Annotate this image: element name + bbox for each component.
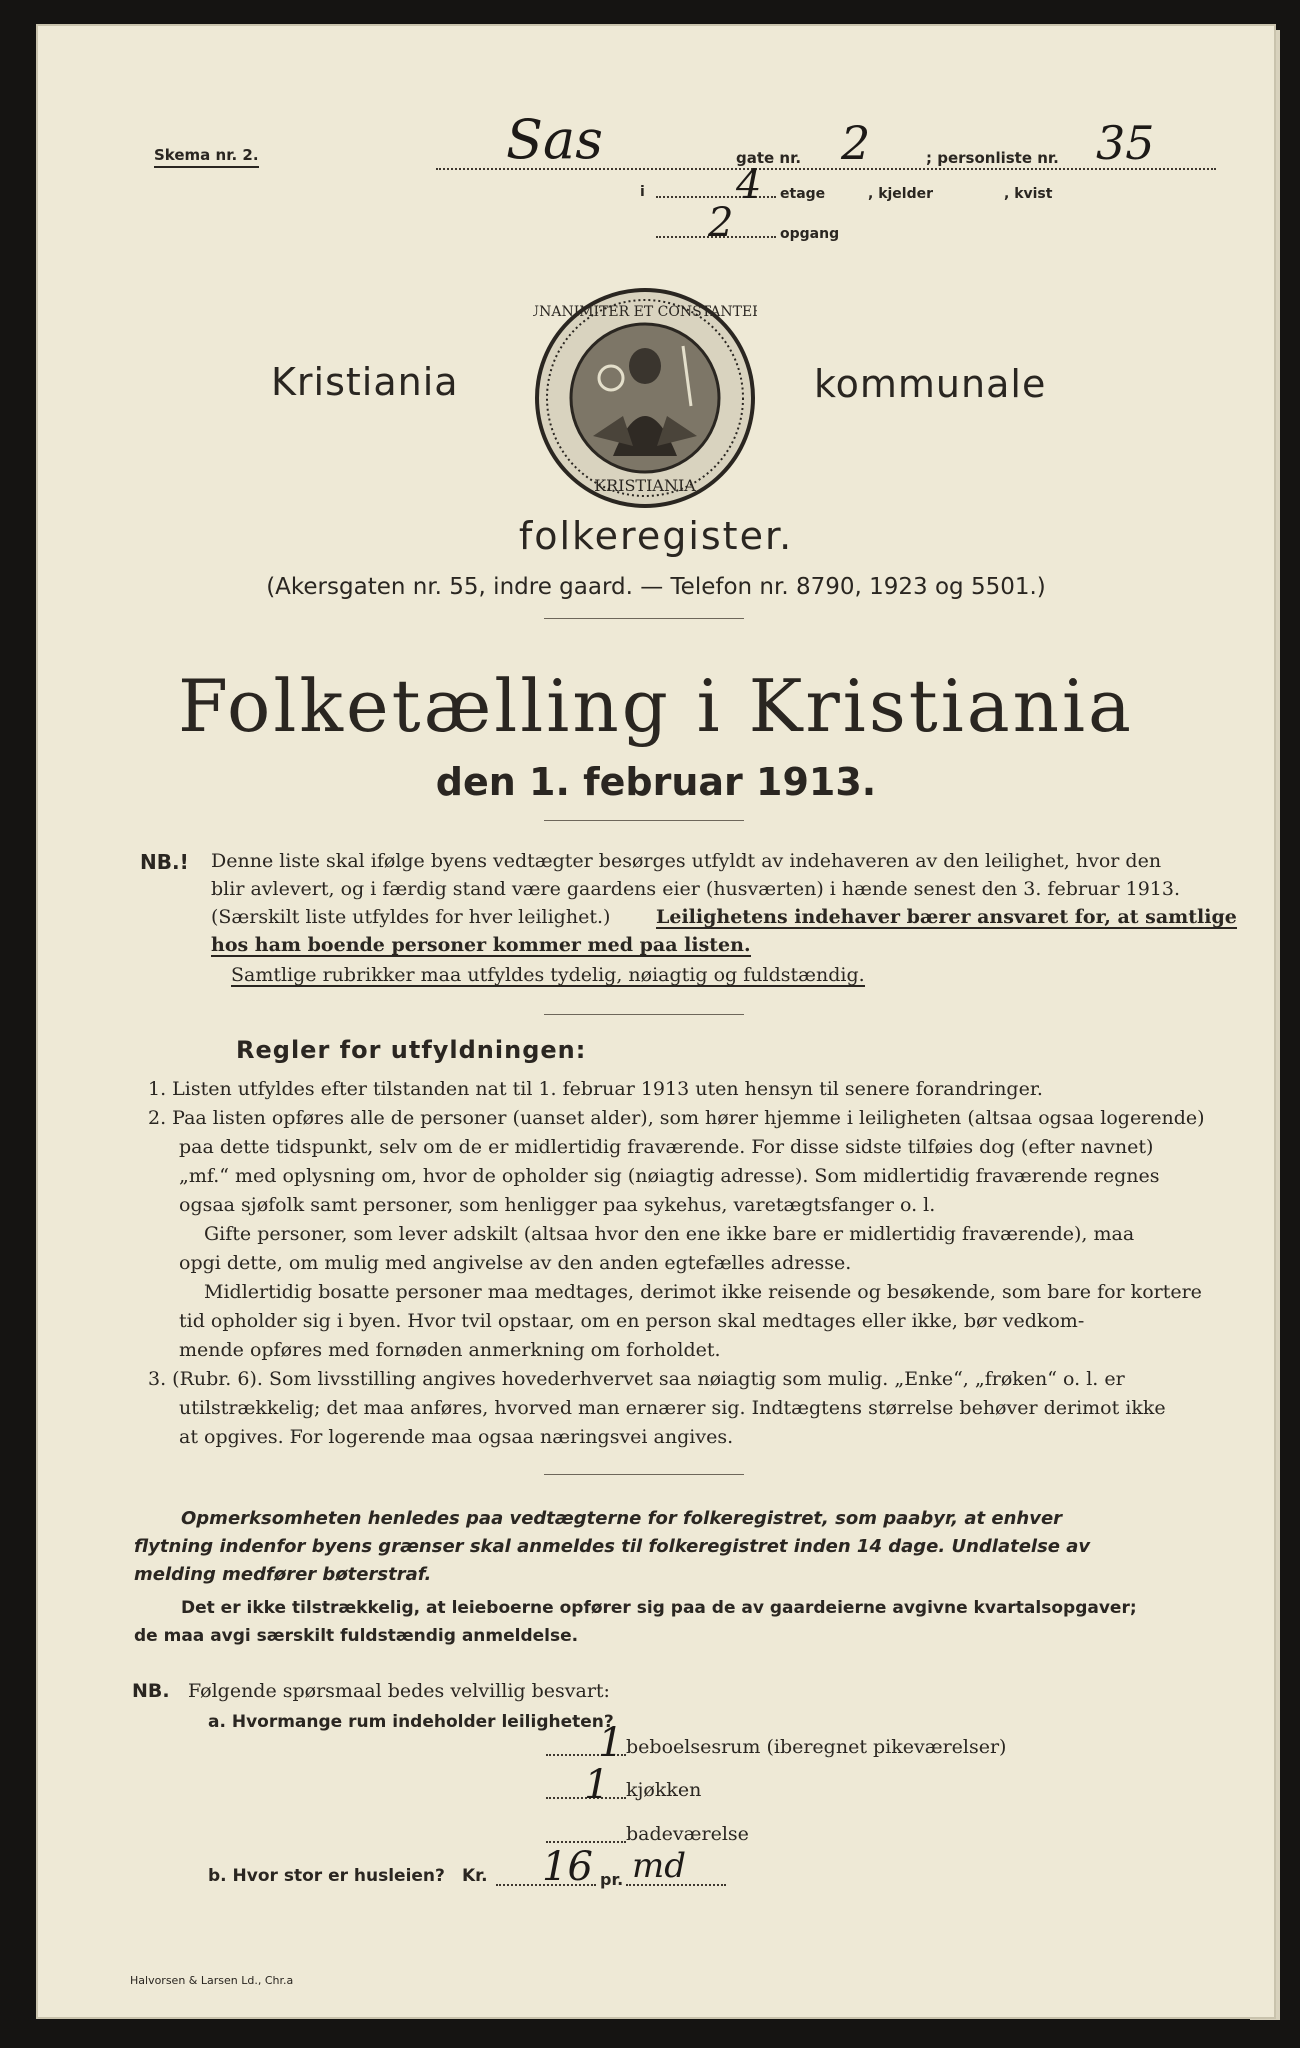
nb-responsibility-line-2: hos ham boende personer kommer med paa listen. [211, 934, 751, 956]
notice-line: Opmerksomheten henledes paa vedtægterne for folkeregistret, som paabyr, at enhver [181, 1508, 1063, 1529]
notice-line: de maa avgi særskilt fuldstændig anmeldelse. [134, 1626, 579, 1646]
kommunale-label: kommunale [814, 362, 1047, 406]
street-name-handwritten[interactable]: Sas [506, 108, 603, 171]
rent-value-handwritten[interactable]: 16 [542, 1844, 593, 1890]
rule-line: mende opføres med fornøden anmerkning om forholdet. [179, 1339, 721, 1361]
pr-label: pr. [600, 1870, 624, 1889]
question-b: b. Hvor stor er husleien? [208, 1866, 445, 1886]
rule-line: „mf.“ med oplysning om, hvor de opholder sig (nøiagtig adresse). Som midlertidig fraværende regnes [179, 1165, 1160, 1187]
etage-number-handwritten[interactable]: 4 [736, 162, 762, 208]
kjelder-label: , kjelder [868, 186, 934, 202]
notice-line: Det er ikke tilstrækkelig, at leieboerne opfører sig paa de av gaardeierne avgivne kvartalsopgaver; [181, 1598, 1137, 1618]
rule-line: at opgives. For logerende maa ogsaa næringsvei angives. [179, 1426, 734, 1448]
rule-line: utilstrækkelig; det maa anføres, hvorved man ernærer sig. Indtægtens størrelse behøver derimot ikke [179, 1397, 1166, 1419]
svg-text:KRISTIANIA: KRISTIANIA [594, 476, 696, 495]
notice-line: melding medfører bøterstraf. [134, 1564, 432, 1585]
rule-line: 3. (Rubr. 6). Som livsstilling angives hovederhvervet saa nøiagtig som mulig. „Enke“, „frøken“ o. l. er [148, 1368, 1125, 1390]
rule-line: Gifte personer, som lever adskilt (altsaa hvor den ene ikke bare er midlertidig fraværende), maa [204, 1223, 1135, 1245]
etage-label: etage [780, 186, 826, 202]
bathroom-label: badeværelse [626, 1823, 749, 1845]
kitchen-value-handwritten[interactable]: 1 [584, 1762, 610, 1808]
rules-heading: Regler for utfyldningen: [236, 1036, 587, 1064]
rule-line: 1. Listen utfyldes efter tilstanden nat til 1. februar 1913 uten hensyn til senere forandringer. [148, 1078, 1043, 1100]
personliste-label: ; personliste nr. [926, 149, 1059, 167]
city-seal-icon [533, 286, 757, 510]
nb-line-2: blir avlevert, og i færdig stand være gaardens eier (husværten) i hænde senest den 3. februar 1913. [211, 878, 1181, 900]
questions-nb-label: NB. [132, 1680, 170, 1702]
divider [544, 1474, 744, 1475]
divider [544, 618, 744, 619]
questions-intro: Følgende spørsmaal bedes velvillig besvart: [188, 1680, 610, 1702]
kr-label: Kr. [462, 1866, 488, 1886]
schema-label: Skema nr. 2. [154, 146, 259, 168]
svg-text:UNANIMITER ET CONSTANTER: UNANIMITER ET CONSTANTER [533, 304, 757, 320]
kitchen-label: kjøkken [626, 1779, 702, 1801]
notice-line: flytning indenfor byens grænser skal anmeldes til folkeregistret inden 14 dage. Undlatelse av [134, 1536, 1091, 1557]
nb-line-3: (Særskilt liste utfyldes for hver leilighet.) [211, 906, 611, 928]
gate-number-handwritten[interactable]: 2 [841, 116, 871, 170]
nb-responsibility-line-1: Leilighetens indehaver bærer ansvaret for, at samtlige [656, 906, 1237, 928]
personliste-number-handwritten[interactable]: 35 [1096, 116, 1155, 170]
rule-line: paa dette tidspunkt, selv om de er midlertidig fraværende. For disse sidste tilføies dog (efter navnet) [179, 1136, 1154, 1158]
kristiania-label: Kristiania [271, 360, 459, 404]
opgang-label: opgang [780, 226, 840, 242]
opgang-number-handwritten[interactable]: 2 [708, 200, 734, 246]
rule-line: ogsaa sjøfolk samt personer, som henligger paa sykehus, varetægtsfanger o. l. [179, 1194, 936, 1216]
rule-line: 2. Paa listen opføres alle de personer (uanset alder), som hører hjemme i leiligheten (altsaa ogsaa logerende) [148, 1107, 1205, 1129]
rule-line: Midlertidig bosatte personer maa medtages, derimot ikke reisende og besøkende, som bare for kortere [204, 1281, 1202, 1303]
nb-line-1: Denne liste skal ifølge byens vedtægter besørges utfyldt av indehaveren av den leilighet, hvor den [211, 850, 1162, 872]
gate-label: gate nr. [736, 149, 802, 167]
period-value-handwritten[interactable]: md [632, 1846, 687, 1886]
rule-line: opgi dette, om mulig med angivelse av den anden egtefælles adresse. [179, 1252, 852, 1274]
rule-line: tid opholder sig i byen. Hvor tvil opstaar, om en person skal medtages eller ikke, bør vedkom- [179, 1310, 1085, 1332]
nb-fill-instruction: Samtlige rubrikker maa utfyldes tydelig, nøiagtig og fuldstændig. [231, 964, 865, 986]
kvist-label: , kvist [1004, 186, 1053, 202]
floor-i-label: i [640, 184, 645, 200]
divider [544, 820, 744, 821]
office-address: (Akersgaten nr. 55, indre gaard. — Telefon nr. 8790, 1923 og 5501.) [266, 574, 1046, 600]
nb-label: NB.! [140, 850, 189, 874]
bathroom-dotted-line [546, 1841, 626, 1843]
census-main-title: Folketælling i Kristiania [178, 664, 1134, 748]
printer-credit: Halvorsen & Larsen Ld., Chr.a [130, 1974, 294, 1987]
census-form-sheet [36, 24, 1276, 2019]
rooms-label: beboelsesrum (iberegnet pikeværelser) [626, 1736, 1007, 1758]
folkeregister-title: folkeregister. [518, 514, 794, 558]
divider [544, 1014, 744, 1015]
question-a: a. Hvormange rum indeholder leiligheten? [208, 1712, 614, 1732]
census-date-title: den 1. februar 1913. [435, 760, 877, 804]
rooms-value-handwritten[interactable]: 1 [598, 1720, 624, 1766]
